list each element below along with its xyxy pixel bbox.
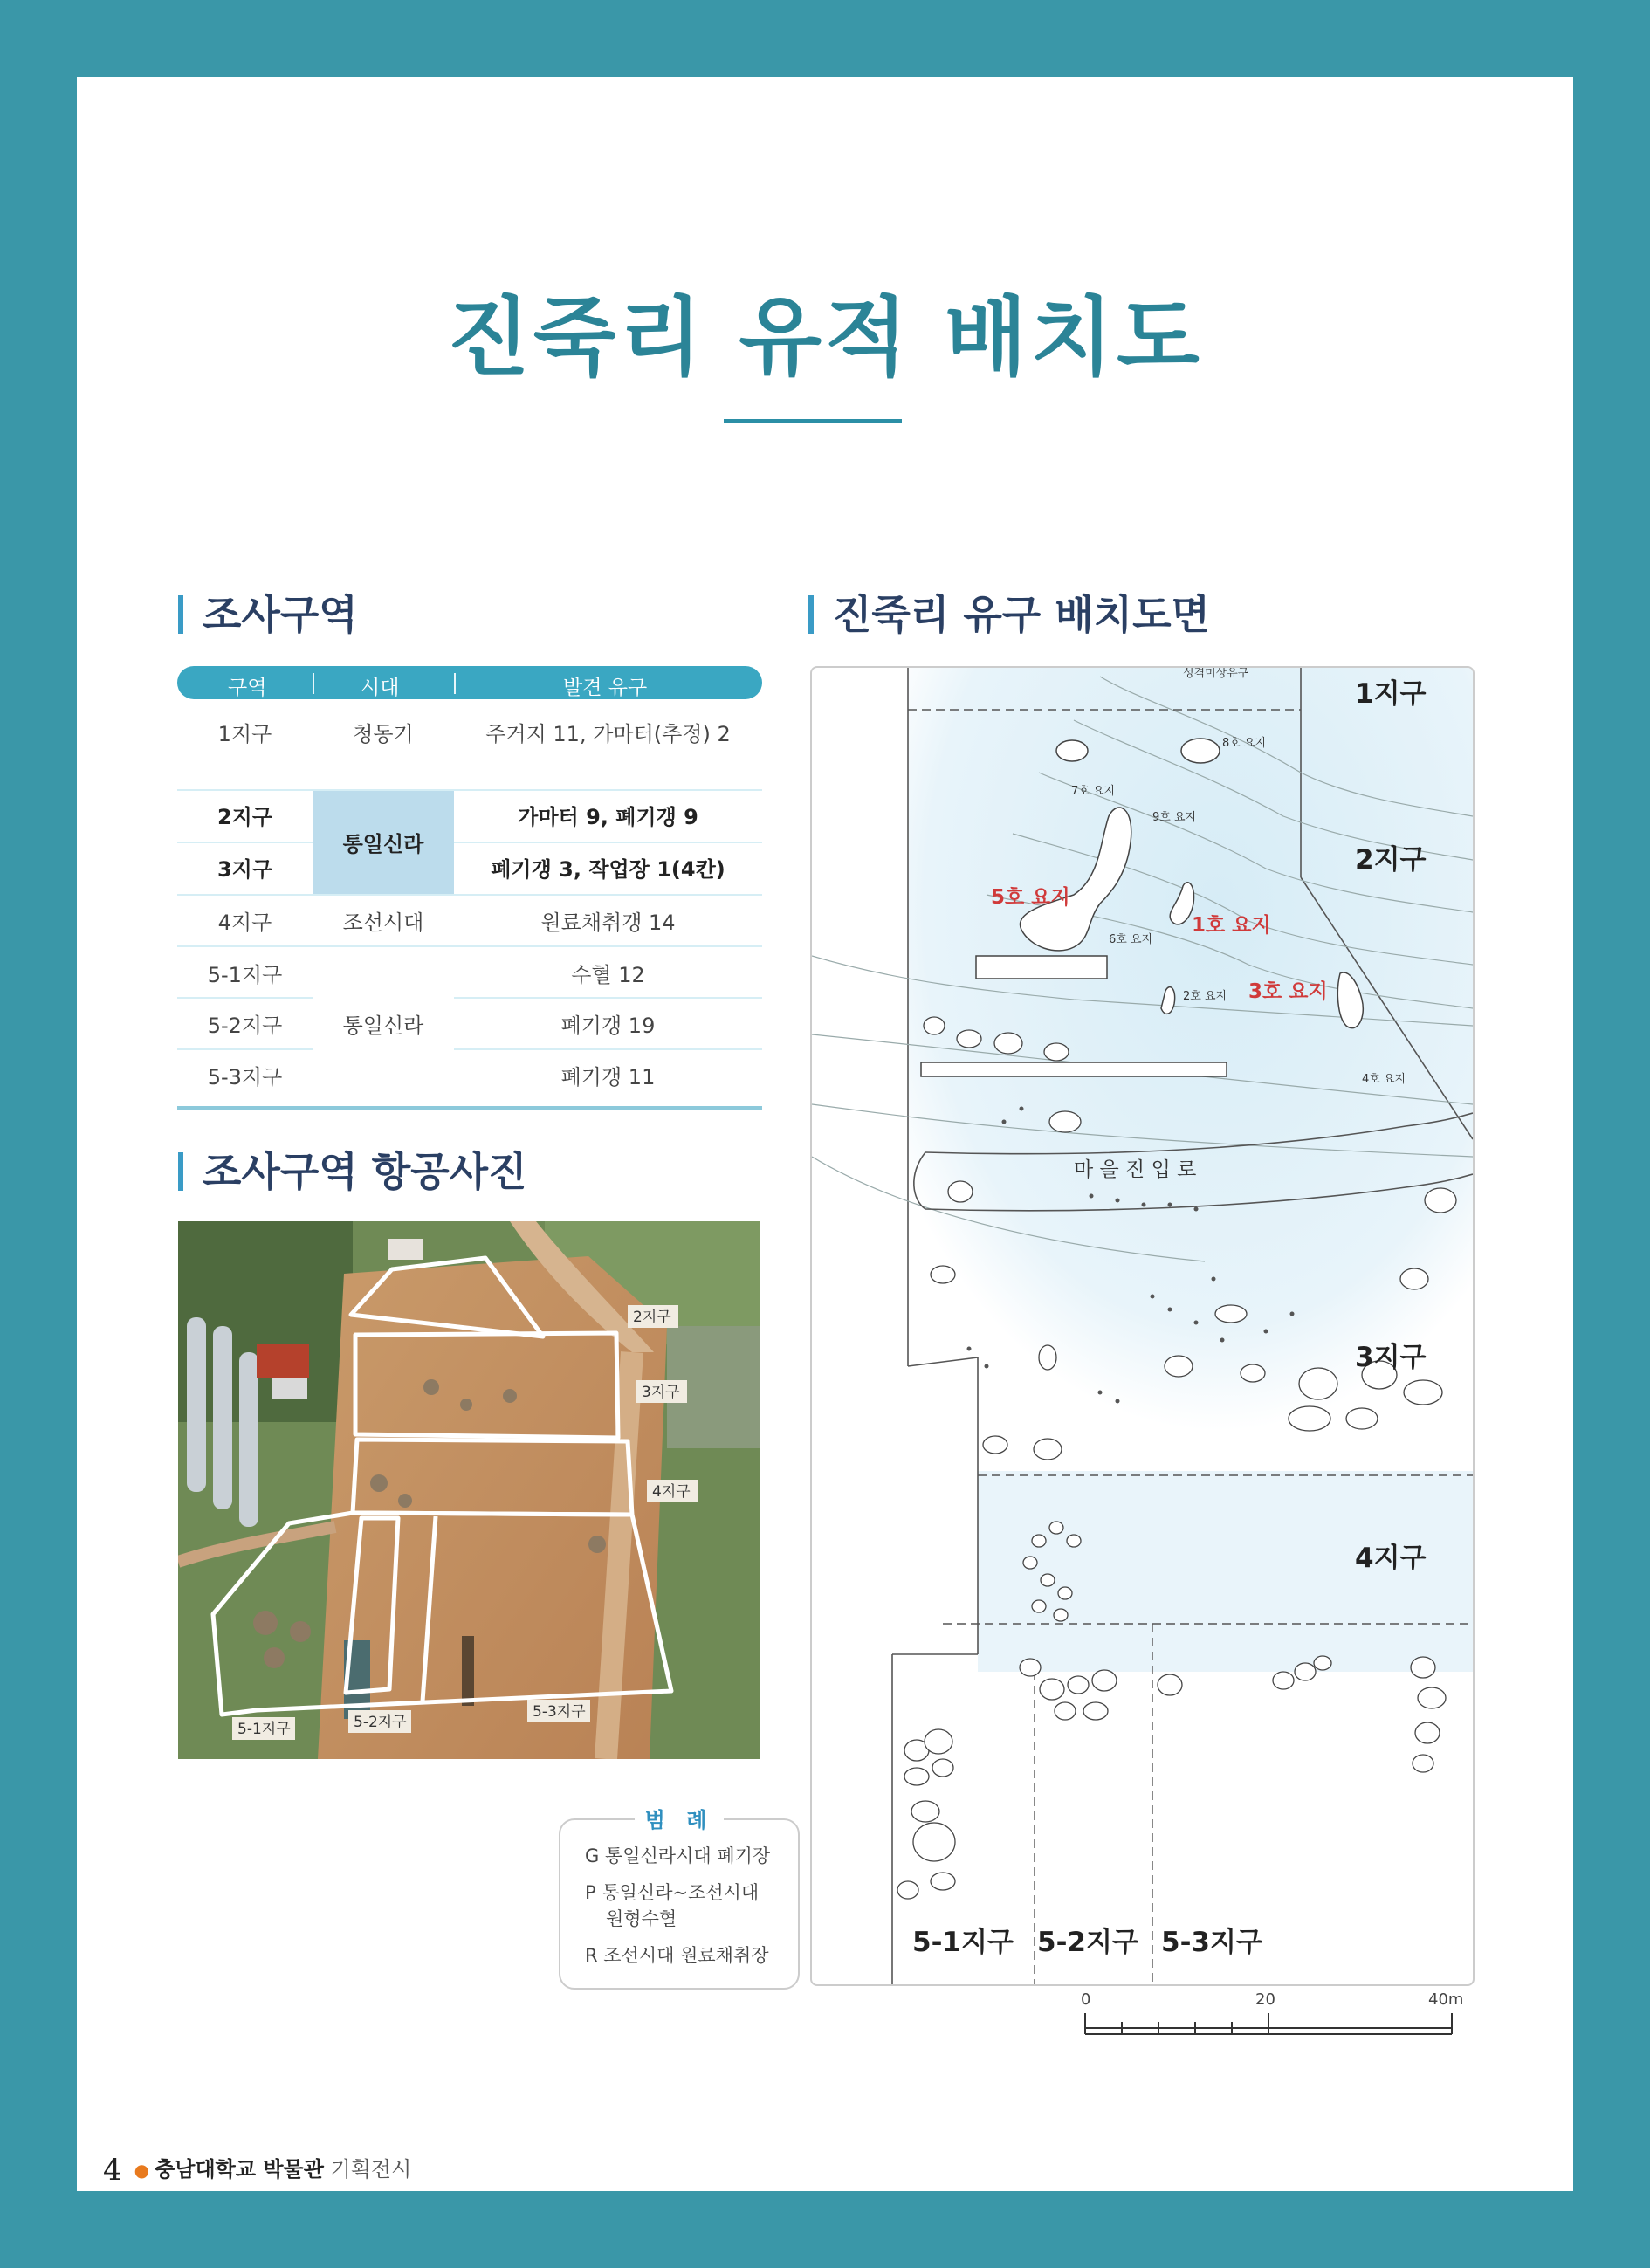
section-heading-aerial — [178, 1140, 527, 1198]
kiln-label: 4호 요지 — [1362, 1073, 1406, 1086]
footer-sub: 기획전시 — [330, 2157, 412, 2182]
zone-label: 4지구 — [1355, 1543, 1427, 1574]
road-label: 마 을 진 입 로 — [1074, 1158, 1197, 1181]
legend-title-wrap — [560, 1803, 798, 1833]
kiln-label: 8호 요지 — [1222, 737, 1267, 750]
title-underline — [724, 419, 902, 423]
site-plan-graphic — [812, 668, 1473, 1984]
table-cell: 폐기갱 3, 작업장 1(4칸) — [491, 857, 725, 882]
table-cell: 2지구 — [217, 805, 273, 829]
survey-table — [177, 666, 762, 1118]
aerial-photo-graphic — [178, 1221, 760, 1759]
kiln-label: 6호 요지 — [1109, 933, 1153, 946]
row-divider — [177, 997, 313, 999]
kiln-label: 9호 요지 — [1152, 811, 1197, 824]
table-cell: 3지구 — [217, 857, 273, 882]
merged-period-label: 통일신라 — [342, 832, 424, 856]
row-divider — [177, 1048, 313, 1050]
kiln-label-red: 3호 요지 — [1248, 980, 1328, 1003]
photo-label: 3지구 — [642, 1384, 680, 1401]
table-header — [177, 666, 762, 699]
zone-label: 1지구 — [1355, 678, 1427, 710]
scale-bar-graphic — [1081, 1989, 1465, 2041]
page — [77, 77, 1573, 2191]
header-divider — [454, 673, 456, 694]
scale-tick-label: 0 — [1081, 1990, 1091, 2009]
section-heading-survey-area — [178, 583, 358, 641]
row-divider — [177, 945, 762, 947]
site-plan-map — [810, 666, 1475, 1986]
photo-label: 5-3지구 — [533, 1703, 586, 1721]
table-cell: 5-2지구 — [207, 1014, 283, 1038]
kiln-label: 7호 요지 — [1071, 785, 1116, 798]
bullet-icon: ● — [134, 2160, 150, 2181]
merged-period-label: 통일신라 — [342, 1014, 424, 1038]
legend-title: 범 례 — [635, 1808, 725, 1832]
zone-label: 2지구 — [1355, 844, 1427, 876]
table-cell: 청동기 — [353, 722, 414, 746]
table-cell: 주거지 11, 가마터(추정) 2 — [485, 722, 731, 746]
table-cell: 5-3지구 — [207, 1065, 283, 1089]
heading-bar — [808, 595, 814, 634]
row-divider — [177, 842, 313, 843]
table-cell: 원료채취갱 14 — [540, 911, 676, 935]
zone-label: 3지구 — [1355, 1342, 1427, 1373]
row-divider — [454, 997, 762, 999]
page-title: 진죽리 유적 배치도 — [447, 288, 1203, 388]
heading-text: 조사구역 항공사진 — [203, 1148, 527, 1195]
page-footer — [103, 2152, 411, 2188]
photo-label: 5-1지구 — [237, 1721, 291, 1738]
table-cell: 가마터 9, 폐기갱 9 — [518, 805, 698, 829]
heading-bar — [178, 1152, 183, 1191]
legend-item: G 통일신라시대 폐기장 — [585, 1845, 771, 1866]
row-divider — [454, 842, 762, 843]
heading-text: 조사구역 — [203, 591, 358, 638]
header-features: 발견 유구 — [563, 677, 648, 699]
table-cell: 수혈 12 — [571, 963, 645, 987]
heading-text: 진죽리 유구 배치도면 — [833, 591, 1210, 638]
table-cell: 4지구 — [217, 911, 272, 935]
kiln-label: 2호 요지 — [1183, 990, 1227, 1003]
legend-box — [559, 1808, 800, 1990]
table-cell: 폐기갱 11 — [560, 1065, 656, 1089]
photo-label: 5-2지구 — [354, 1714, 407, 1731]
row-divider — [177, 789, 762, 791]
table-bottom-rule — [177, 1106, 762, 1110]
table-body — [177, 699, 762, 1118]
zone-label: 5-2지구 — [1037, 1927, 1138, 1958]
row-divider — [454, 1048, 762, 1050]
footer-org: 충남대학교 박물관 — [155, 2157, 324, 2182]
legend-item: P 통일신라~조선시대 — [585, 1882, 760, 1903]
table-cell: 폐기갱 19 — [560, 1014, 656, 1038]
row-divider — [177, 894, 762, 896]
scale-tick-label: 40m — [1428, 1990, 1464, 2009]
header-divider — [313, 673, 314, 694]
scale-bar — [1081, 1989, 1465, 2041]
legend-item: 원형수혈 — [606, 1908, 677, 1929]
table-cell: 조선시대 — [342, 911, 424, 935]
zone-label: 5-3지구 — [1161, 1927, 1262, 1958]
kiln-label-red: 5호 요지 — [991, 886, 1070, 909]
legend-item: R 조선시대 원료채취장 — [585, 1945, 769, 1966]
table-cell: 5-1지구 — [207, 963, 283, 987]
kiln-label-red: 1호 요지 — [1192, 914, 1271, 937]
heading-bar — [178, 595, 183, 634]
scale-tick-label: 20 — [1255, 1990, 1275, 2009]
plan-note: 성격미상유구 — [1183, 668, 1249, 680]
section-heading-plan — [808, 583, 1210, 641]
photo-label: 4지구 — [652, 1483, 691, 1501]
table-cell: 1지구 — [217, 722, 272, 746]
header-period: 시대 — [361, 677, 400, 699]
photo-label: 2지구 — [633, 1309, 671, 1326]
page-number: 4 — [103, 2153, 122, 2188]
zone-label: 5-1지구 — [912, 1927, 1014, 1958]
header-area: 구역 — [228, 677, 267, 699]
aerial-photo — [178, 1221, 760, 1759]
